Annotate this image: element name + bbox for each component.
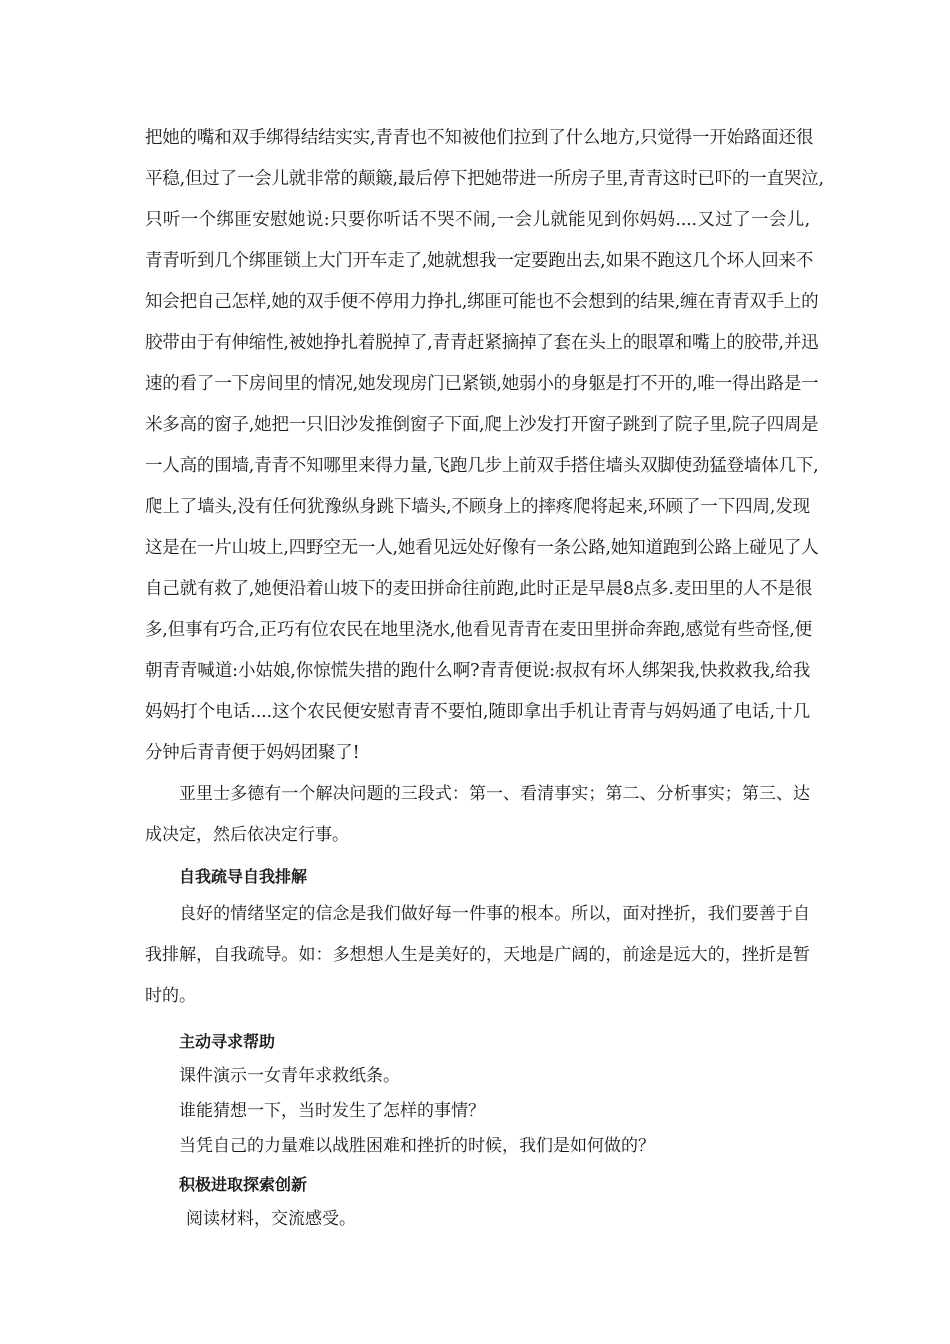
paragraph-line: 我排解，自我疏导。如：多想想人生是美好的，天地是广阔的，前途是远大的，挫折是暂 — [145, 945, 810, 965]
section-heading: 自我疏导自我排解 — [179, 867, 308, 886]
story-line: 爬上了墙头,没有任何犹豫纵身跳下墙头,不顾身上的摔疼爬将起来,环顾了一下四周,发现 — [145, 497, 810, 517]
section-heading: 主动寻求帮助 — [179, 1032, 276, 1051]
story-paragraph — [145, 118, 824, 774]
story-line: 米多高的窗子,她把一只旧沙发推倒窗子下面,爬上沙发打开窗子跳到了院子里,院子四周是 — [145, 415, 819, 435]
paragraph-line: 时的。 — [145, 986, 196, 1006]
story-line: 妈妈打个电话....这个农民便安慰青青不要怕,随即拿出手机让青青与妈妈通了电话,十几 — [145, 702, 810, 722]
story-line: 把她的嘴和双手绑得结结实实,青青也不知被他们拉到了什么地方,只觉得一开始路面还很 — [145, 128, 814, 148]
story-line: 多,但事有巧合,正巧有位农民在地里浇水,他看见青青在麦田里拼命奔跑,感觉有些奇怪,便 — [145, 620, 812, 640]
section-heading: 积极进取探索创新 — [179, 1175, 308, 1194]
story-line: 平稳,但过了一会儿就非常的颠簸,最后停下把她带进一所房子里,青青这时已吓的一直哭泣, — [145, 169, 824, 189]
list-item: 阅读材料，交流感受。 — [186, 1209, 356, 1229]
paragraph-line: 良好的情绪坚定的信念是我们做好每一件事的根本。所以，面对挫折，我们要善于自 — [179, 904, 810, 924]
story-line: 一人高的围墙,青青不知哪里来得力量,飞跑几步上前双手搭住墙头双脚使劲猛登墙体几下, — [145, 456, 819, 476]
story-line: 分钟后青青便于妈妈团聚了! — [145, 743, 360, 763]
list-item: 当凭自己的力量难以战胜困难和挫折的时候，我们是如何做的？ — [179, 1136, 655, 1156]
paragraph-line: 成决定，然后依决定行事。 — [145, 825, 349, 845]
list-item: 谁能猜想一下，当时发生了怎样的事情？ — [179, 1101, 485, 1121]
story-line: 速的看了一下房间里的情况,她发现房门已紧锁,她弱小的身躯是打不开的,唯一得出路是一 — [145, 374, 819, 394]
story-line: 自己就有救了,她便沿着山坡下的麦田拼命往前跑,此时正是早晨8点多.麦田里的人不是很 — [145, 579, 813, 599]
list-item: 课件演示一女青年求救纸条。 — [179, 1066, 400, 1086]
story-line: 知会把自己怎样,她的双手便不停用力挣扎,绑匪可能也不会想到的结果,缠在青青双手上的 — [145, 292, 819, 312]
paragraph-line: 亚里士多德有一个解决问题的三段式：第一、看清事实；第二、分析事实；第三、达 — [179, 784, 810, 804]
story-line: 朝青青喊道:小姑娘,你惊慌失措的跑什么啊?青青便说:叔叔有坏人绑架我,快救救我,给我 — [145, 661, 810, 681]
aristotle-paragraph — [145, 774, 810, 856]
document-page — [145, 118, 824, 1237]
story-line: 胶带由于有伸缩性,被她挣扎着脱掉了,青青赶紧摘掉了套在头上的眼罩和嘴上的胶带,并迅 — [145, 333, 819, 353]
story-line: 这是在一片山坡上,四野空无一人,她看见远处好像有一条公路,她知道跑到公路上碰见了人 — [145, 538, 819, 558]
help-list — [145, 1059, 810, 1164]
story-line: 青青听到几个绑匪锁上大门开车走了,她就想我一定要跑出去,如果不跑这几个坏人回来不 — [145, 251, 814, 271]
story-line: 只听一个绑匪安慰她说:只要你听话不哭不闹,一会儿就能见到你妈妈....又过了一会儿, — [145, 210, 810, 230]
self-relief-paragraph — [145, 894, 810, 1017]
